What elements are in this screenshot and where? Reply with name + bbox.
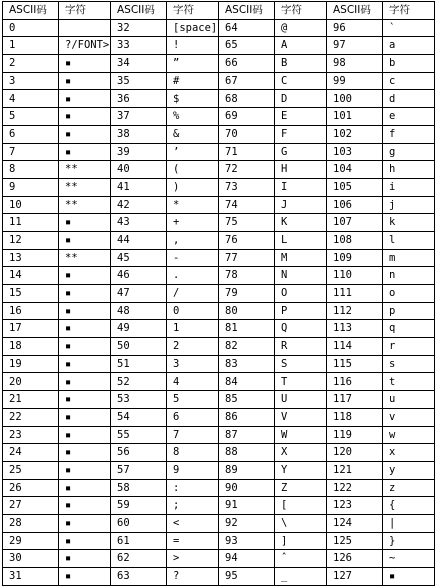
character-cell: ’ (167, 143, 219, 161)
table-row (3, 338, 435, 356)
ascii-code-cell: 18 (3, 338, 59, 356)
table-row (3, 125, 435, 143)
ascii-code-cell: 10 (3, 196, 59, 214)
ascii-code-cell: 45 (111, 249, 167, 267)
character-cell: ? (167, 568, 219, 586)
ascii-code-cell: 73 (219, 178, 275, 196)
ascii-code-cell: 76 (219, 231, 275, 249)
character-cell: K (275, 214, 327, 232)
ascii-code-cell: 52 (111, 373, 167, 391)
character-cell: 6 (167, 408, 219, 426)
ascii-code-cell: 25 (3, 461, 59, 479)
ascii-code-cell: 50 (111, 338, 167, 356)
ascii-code-cell: 3 (3, 72, 59, 90)
ascii-code-cell: 35 (111, 72, 167, 90)
table-row (3, 108, 435, 126)
ascii-code-cell: 0 (3, 19, 59, 37)
ascii-code-cell: 123 (327, 497, 383, 515)
ascii-code-cell: 107 (327, 214, 383, 232)
ascii-code-cell: 37 (111, 108, 167, 126)
header-ascii-code: ASCII码 (111, 2, 167, 20)
character-cell: g (383, 143, 435, 161)
ascii-code-cell: 48 (111, 302, 167, 320)
character-cell: ?/FONT> (59, 37, 111, 55)
ascii-code-cell: 79 (219, 285, 275, 303)
ascii-code-cell: 117 (327, 391, 383, 409)
character-cell: * (167, 196, 219, 214)
ascii-code-cell: 33 (111, 37, 167, 55)
character-cell: ▪ (59, 143, 111, 161)
table-row (3, 355, 435, 373)
character-cell: 2 (167, 338, 219, 356)
ascii-code-cell: 119 (327, 426, 383, 444)
ascii-code-cell: 19 (3, 355, 59, 373)
ascii-code-cell: 24 (3, 444, 59, 462)
character-cell: 4 (167, 373, 219, 391)
ascii-code-cell: 5 (3, 108, 59, 126)
character-cell: m (383, 249, 435, 267)
character-cell: w (383, 426, 435, 444)
character-cell: ▪ (383, 568, 435, 586)
ascii-code-cell: 67 (219, 72, 275, 90)
character-cell: 3 (167, 355, 219, 373)
table-row (3, 461, 435, 479)
character-cell: n (383, 267, 435, 285)
character-cell: 8 (167, 444, 219, 462)
ascii-code-cell: 16 (3, 302, 59, 320)
ascii-code-cell: 38 (111, 125, 167, 143)
character-cell: ▪ (59, 373, 111, 391)
ascii-code-cell: 100 (327, 90, 383, 108)
character-cell: b (383, 55, 435, 73)
header-character: 字符 (59, 2, 111, 20)
ascii-code-cell: 122 (327, 479, 383, 497)
ascii-code-cell: 82 (219, 338, 275, 356)
character-cell: P (275, 302, 327, 320)
ascii-code-cell: 115 (327, 355, 383, 373)
ascii-code-cell: 8 (3, 161, 59, 179)
character-cell: C (275, 72, 327, 90)
ascii-code-cell: 59 (111, 497, 167, 515)
character-cell: | (383, 514, 435, 532)
character-cell: 5 (167, 391, 219, 409)
ascii-code-cell: 27 (3, 497, 59, 515)
table-row (3, 532, 435, 550)
ascii-code-cell: 86 (219, 408, 275, 426)
table-body (3, 19, 435, 585)
character-cell: ▪ (59, 355, 111, 373)
character-cell: I (275, 178, 327, 196)
table-row (3, 19, 435, 37)
character-cell: t (383, 373, 435, 391)
character-cell: W (275, 426, 327, 444)
header-character: 字符 (275, 2, 327, 20)
character-cell: d (383, 90, 435, 108)
ascii-code-cell: 65 (219, 37, 275, 55)
ascii-code-cell: 9 (3, 178, 59, 196)
table-row (3, 249, 435, 267)
character-cell: U (275, 391, 327, 409)
ascii-code-cell: 98 (327, 55, 383, 73)
ascii-code-cell: 88 (219, 444, 275, 462)
ascii-code-cell: 94 (219, 550, 275, 568)
character-cell: k (383, 214, 435, 232)
ascii-code-cell: 21 (3, 391, 59, 409)
character-cell: X (275, 444, 327, 462)
character-cell: ( (167, 161, 219, 179)
ascii-code-cell: 83 (219, 355, 275, 373)
ascii-code-cell: 11 (3, 214, 59, 232)
ascii-code-cell: 97 (327, 37, 383, 55)
ascii-code-cell: 17 (3, 320, 59, 338)
character-cell: D (275, 90, 327, 108)
ascii-code-cell: 36 (111, 90, 167, 108)
character-cell: V (275, 408, 327, 426)
ascii-code-cell: 6 (3, 125, 59, 143)
ascii-code-cell: 62 (111, 550, 167, 568)
ascii-code-cell: 20 (3, 373, 59, 391)
header-row (3, 2, 435, 20)
ascii-code-cell: 15 (3, 285, 59, 303)
character-cell: ▪ (59, 461, 111, 479)
character-cell: f (383, 125, 435, 143)
header-ascii-code: ASCII码 (3, 2, 59, 20)
ascii-code-cell: 90 (219, 479, 275, 497)
character-cell: H (275, 161, 327, 179)
character-cell: ! (167, 37, 219, 55)
character-cell: L (275, 231, 327, 249)
character-cell: ▪ (59, 214, 111, 232)
character-cell: < (167, 514, 219, 532)
ascii-code-cell: 84 (219, 373, 275, 391)
ascii-code-cell: 114 (327, 338, 383, 356)
character-cell: ▪ (59, 302, 111, 320)
character-cell: Z (275, 479, 327, 497)
table-row (3, 178, 435, 196)
ascii-code-cell: 69 (219, 108, 275, 126)
character-cell: ▪ (59, 320, 111, 338)
ascii-code-cell: 77 (219, 249, 275, 267)
ascii-code-cell: 42 (111, 196, 167, 214)
table-row (3, 391, 435, 409)
ascii-table (2, 1, 435, 586)
character-cell: ▪ (59, 125, 111, 143)
character-cell: > (167, 550, 219, 568)
ascii-code-cell: 39 (111, 143, 167, 161)
character-cell: ▪ (59, 338, 111, 356)
ascii-code-cell: 92 (219, 514, 275, 532)
ascii-code-cell: 40 (111, 161, 167, 179)
ascii-code-cell: 124 (327, 514, 383, 532)
table-row (3, 55, 435, 73)
ascii-code-cell: 121 (327, 461, 383, 479)
table-row (3, 302, 435, 320)
character-cell: ▪ (59, 568, 111, 586)
ascii-code-cell: 55 (111, 426, 167, 444)
table-row (3, 72, 435, 90)
character-cell: ~ (383, 550, 435, 568)
ascii-code-cell: 89 (219, 461, 275, 479)
character-cell: M (275, 249, 327, 267)
character-cell: 1 (167, 320, 219, 338)
character-cell: ) (167, 178, 219, 196)
character-cell: T (275, 373, 327, 391)
table-row (3, 426, 435, 444)
character-cell: O (275, 285, 327, 303)
character-cell: G (275, 143, 327, 161)
table-row (3, 497, 435, 515)
ascii-code-cell: 95 (219, 568, 275, 586)
character-cell: o (383, 285, 435, 303)
character-cell: S (275, 355, 327, 373)
ascii-code-cell: 109 (327, 249, 383, 267)
character-cell: [space] (167, 19, 219, 37)
ascii-code-cell: 93 (219, 532, 275, 550)
character-cell: & (167, 125, 219, 143)
character-cell: q (383, 320, 435, 338)
ascii-code-cell: 30 (3, 550, 59, 568)
ascii-code-cell: 126 (327, 550, 383, 568)
character-cell: r (383, 338, 435, 356)
character-cell: { (383, 497, 435, 515)
table-row (3, 320, 435, 338)
ascii-code-cell: 4 (3, 90, 59, 108)
character-cell: ** (59, 161, 111, 179)
character-cell: z (383, 479, 435, 497)
ascii-code-cell: 78 (219, 267, 275, 285)
ascii-code-cell: 91 (219, 497, 275, 515)
character-cell: E (275, 108, 327, 126)
ascii-code-cell: 53 (111, 391, 167, 409)
character-cell: B (275, 55, 327, 73)
character-cell: Y (275, 461, 327, 479)
ascii-code-cell: 7 (3, 143, 59, 161)
ascii-code-cell: 72 (219, 161, 275, 179)
ascii-code-cell: 44 (111, 231, 167, 249)
character-cell: _ (275, 568, 327, 586)
character-cell: } (383, 532, 435, 550)
character-cell: ** (59, 249, 111, 267)
ascii-code-cell: 58 (111, 479, 167, 497)
ascii-code-cell: 74 (219, 196, 275, 214)
table-row (3, 196, 435, 214)
header-ascii-code: ASCII码 (327, 2, 383, 20)
character-cell: x (383, 444, 435, 462)
ascii-code-cell: 81 (219, 320, 275, 338)
character-cell: ▪ (59, 497, 111, 515)
character-cell: h (383, 161, 435, 179)
table-row (3, 231, 435, 249)
character-cell: e (383, 108, 435, 126)
ascii-code-cell: 12 (3, 231, 59, 249)
table-row (3, 161, 435, 179)
character-cell: j (383, 196, 435, 214)
character-cell: s (383, 355, 435, 373)
character-cell: ▪ (59, 231, 111, 249)
ascii-code-cell: 104 (327, 161, 383, 179)
character-cell: : (167, 479, 219, 497)
ascii-code-cell: 60 (111, 514, 167, 532)
table-row (3, 214, 435, 232)
character-cell: # (167, 72, 219, 90)
ascii-code-cell: 28 (3, 514, 59, 532)
character-cell: $ (167, 90, 219, 108)
character-cell: ▪ (59, 479, 111, 497)
ascii-code-cell: 96 (327, 19, 383, 37)
character-cell: ▪ (59, 514, 111, 532)
character-cell: ** (59, 178, 111, 196)
ascii-code-cell: 34 (111, 55, 167, 73)
character-cell: @ (275, 19, 327, 37)
ascii-code-cell: 26 (3, 479, 59, 497)
ascii-code-cell: 75 (219, 214, 275, 232)
ascii-code-cell: 32 (111, 19, 167, 37)
table-row (3, 90, 435, 108)
ascii-code-cell: 43 (111, 214, 167, 232)
ascii-code-cell: 87 (219, 426, 275, 444)
ascii-code-cell: 47 (111, 285, 167, 303)
character-cell: ` (383, 19, 435, 37)
character-cell: ** (59, 196, 111, 214)
ascii-code-cell: 120 (327, 444, 383, 462)
character-cell: ▪ (59, 408, 111, 426)
ascii-code-cell: 2 (3, 55, 59, 73)
ascii-code-cell: 68 (219, 90, 275, 108)
ascii-code-cell: 105 (327, 178, 383, 196)
character-cell: ▪ (59, 444, 111, 462)
table-row (3, 373, 435, 391)
ascii-code-cell: 118 (327, 408, 383, 426)
ascii-code-cell: 66 (219, 55, 275, 73)
character-cell: 0 (167, 302, 219, 320)
ascii-code-cell: 41 (111, 178, 167, 196)
ascii-code-cell: 13 (3, 249, 59, 267)
character-cell: ; (167, 497, 219, 515)
ascii-code-cell: 31 (3, 568, 59, 586)
table-row (3, 479, 435, 497)
ascii-code-cell: 64 (219, 19, 275, 37)
character-cell: ▪ (59, 108, 111, 126)
character-cell: ▪ (59, 285, 111, 303)
table-row (3, 550, 435, 568)
ascii-code-cell: 99 (327, 72, 383, 90)
ascii-code-cell: 61 (111, 532, 167, 550)
character-cell: c (383, 72, 435, 90)
table-row (3, 408, 435, 426)
character-cell: ] (275, 532, 327, 550)
character-cell: / (167, 285, 219, 303)
ascii-code-cell: 46 (111, 267, 167, 285)
ascii-code-cell: 1 (3, 37, 59, 55)
header-character: 字符 (167, 2, 219, 20)
ascii-code-cell: 102 (327, 125, 383, 143)
character-cell: l (383, 231, 435, 249)
character-cell: 9 (167, 461, 219, 479)
ascii-code-cell: 63 (111, 568, 167, 586)
ascii-code-cell: 51 (111, 355, 167, 373)
character-cell: N (275, 267, 327, 285)
ascii-code-cell: 23 (3, 426, 59, 444)
table-row (3, 514, 435, 532)
ascii-code-cell: 116 (327, 373, 383, 391)
character-cell: ” (167, 55, 219, 73)
ascii-code-cell: 112 (327, 302, 383, 320)
ascii-code-cell: 57 (111, 461, 167, 479)
ascii-code-cell: 56 (111, 444, 167, 462)
character-cell: . (167, 267, 219, 285)
character-cell: v (383, 408, 435, 426)
ascii-code-cell: 108 (327, 231, 383, 249)
character-cell: % (167, 108, 219, 126)
ascii-code-cell: 49 (111, 320, 167, 338)
table-row (3, 568, 435, 586)
character-cell: p (383, 302, 435, 320)
ascii-code-cell: 127 (327, 568, 383, 586)
ascii-code-cell: 85 (219, 391, 275, 409)
character-cell: ˆ (275, 550, 327, 568)
ascii-code-cell: 106 (327, 196, 383, 214)
character-cell: ▪ (59, 550, 111, 568)
character-cell: a (383, 37, 435, 55)
character-cell: A (275, 37, 327, 55)
character-cell: 7 (167, 426, 219, 444)
table-row (3, 267, 435, 285)
ascii-code-cell: 29 (3, 532, 59, 550)
character-cell: ▪ (59, 55, 111, 73)
ascii-code-cell: 111 (327, 285, 383, 303)
ascii-code-cell: 22 (3, 408, 59, 426)
character-cell: i (383, 178, 435, 196)
ascii-code-cell: 110 (327, 267, 383, 285)
character-cell (59, 19, 111, 37)
character-cell: ▪ (59, 267, 111, 285)
header-character: 字符 (383, 2, 435, 20)
table-row (3, 143, 435, 161)
character-cell: ▪ (59, 426, 111, 444)
character-cell: R (275, 338, 327, 356)
ascii-code-cell: 80 (219, 302, 275, 320)
character-cell: + (167, 214, 219, 232)
ascii-code-cell: 103 (327, 143, 383, 161)
ascii-code-cell: 54 (111, 408, 167, 426)
character-cell: \ (275, 514, 327, 532)
table-row (3, 444, 435, 462)
ascii-code-cell: 125 (327, 532, 383, 550)
character-cell: F (275, 125, 327, 143)
character-cell: = (167, 532, 219, 550)
ascii-code-cell: 70 (219, 125, 275, 143)
character-cell: ▪ (59, 72, 111, 90)
character-cell: [ (275, 497, 327, 515)
ascii-code-cell: 14 (3, 267, 59, 285)
header-ascii-code: ASCII码 (219, 2, 275, 20)
ascii-code-cell: 71 (219, 143, 275, 161)
character-cell: ▪ (59, 532, 111, 550)
character-cell: ▪ (59, 391, 111, 409)
table-row (3, 285, 435, 303)
character-cell: - (167, 249, 219, 267)
ascii-code-cell: 113 (327, 320, 383, 338)
character-cell: ▪ (59, 90, 111, 108)
character-cell: Q (275, 320, 327, 338)
character-cell: , (167, 231, 219, 249)
table-row (3, 37, 435, 55)
ascii-code-cell: 101 (327, 108, 383, 126)
character-cell: J (275, 196, 327, 214)
character-cell: y (383, 461, 435, 479)
character-cell: u (383, 391, 435, 409)
